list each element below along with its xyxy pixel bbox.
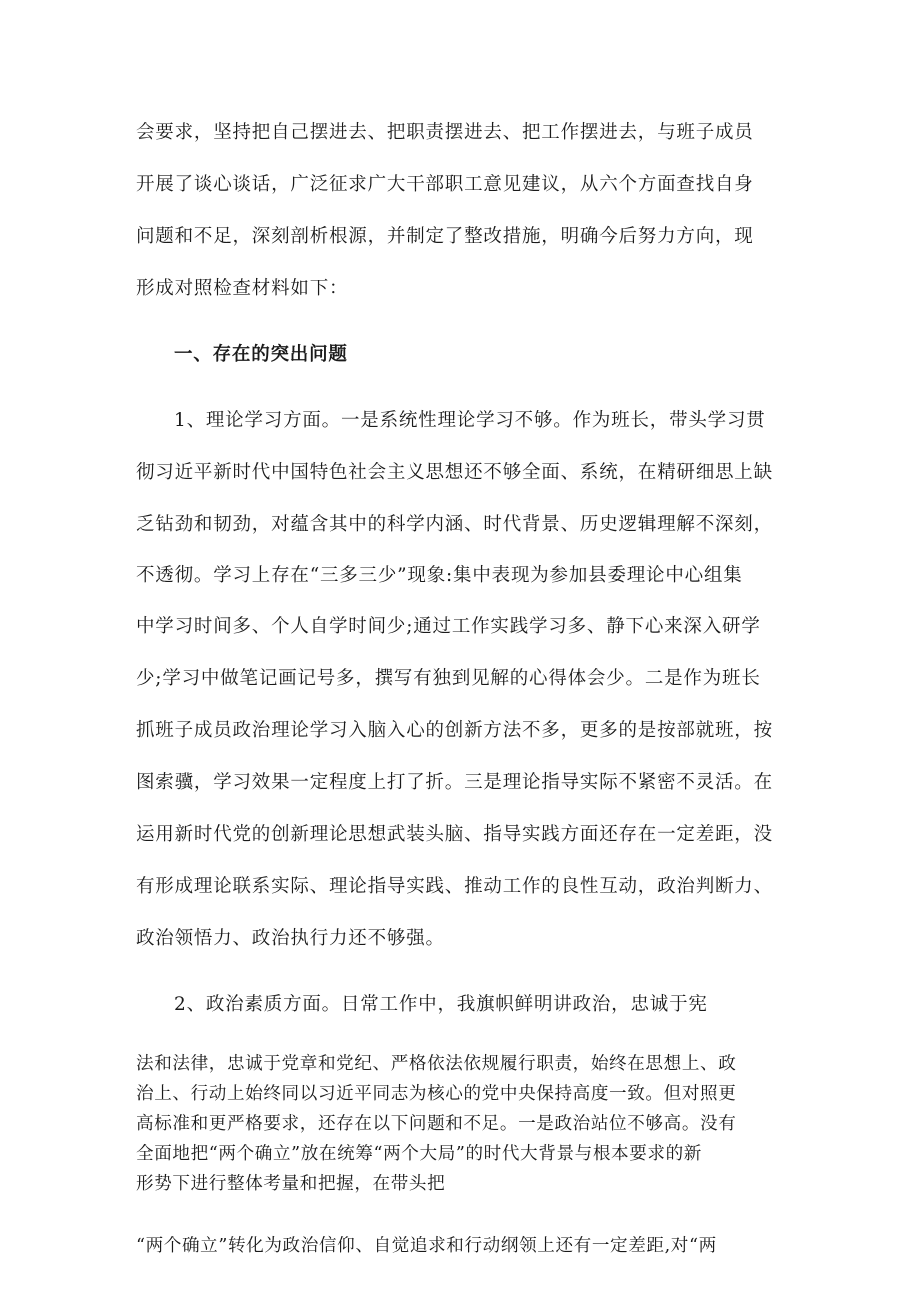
text-line: 法和法律，忠诚于党章和党纪、严格依法依规履行职责，始终在思想上、政: [136, 1054, 737, 1074]
text-line: 全面地把“两个确立”放在统筹“两个大局”的时代大背景与根本要求的新: [136, 1144, 702, 1164]
text-line: 彻习近平新时代中国特色社会主义思想还不够全面、系统，在精研细思上缺: [136, 462, 773, 483]
text-line: 2、政治素质方面。日常工作中，我旗帜鲜明讲政治，忠诚于宪: [174, 994, 708, 1015]
text-line: 运用新时代党的创新理论思想武装头脑、指导实践方面还存在一定差距，没: [136, 824, 773, 845]
text-line: 有形成理论联系实际、理论指导实践、推动工作的良性互动，政治判断力、: [136, 876, 773, 897]
text-line: 高标准和更严格要求，还存在以下问题和不足。一是政治站位不够高。没有: [136, 1114, 737, 1134]
text-line: “两个确立”转化为政治信仰、自觉追求和行动纲领上还有一定差距,对“两: [136, 1236, 717, 1256]
text-line: 1、理论学习方面。一是系统性理论学习不够。作为班长，带头学习贯: [174, 410, 766, 431]
text-line: 不透彻。学习上存在“三多三少”现象:集中表现为参加县委理论中心组集: [136, 565, 743, 586]
section-heading: 一、存在的突出问题: [174, 344, 348, 365]
text-line: 形成对照检查材料如下：: [136, 278, 349, 299]
text-line: 开展了谈心谈话，广泛征求广大干部职工意见建议，从六个方面查找自身: [136, 174, 754, 195]
text-line: 图索骥，学习效果一定程度上打了折。三是理论指导实际不紧密不灵活。在: [136, 772, 773, 793]
text-line: 乏钻劲和韧劲，对蕴含其中的科学内涵、时代背景、历史逻辑理解不深刻，: [136, 514, 773, 535]
text-line: 抓班子成员政治理论学习入脑入心的创新方法不多，更多的是按部就班，按: [136, 720, 773, 741]
text-line: 少;学习中做笔记画记号多，撰写有独到见解的心得体会少。二是作为班长: [136, 668, 761, 689]
text-line: 政治领悟力、政治执行力还不够强。: [136, 928, 445, 949]
text-line: 问题和不足，深刻剖析根源，并制定了整改措施，明确今后努力方向，现: [136, 226, 754, 247]
text-line: 治上、行动上始终同以习近平同志为核心的党中央保持高度一致。但对照更: [136, 1084, 737, 1104]
text-line: 会要求，坚持把自己摆进去、把职责摆进去、把工作摆进去，与班子成员: [136, 122, 754, 143]
text-line: 中学习时间多、个人自学时间少;通过工作实践学习多、静下心来深入研学: [136, 616, 761, 637]
text-line: 形势下进行整体考量和把握，在带头把: [136, 1174, 446, 1194]
